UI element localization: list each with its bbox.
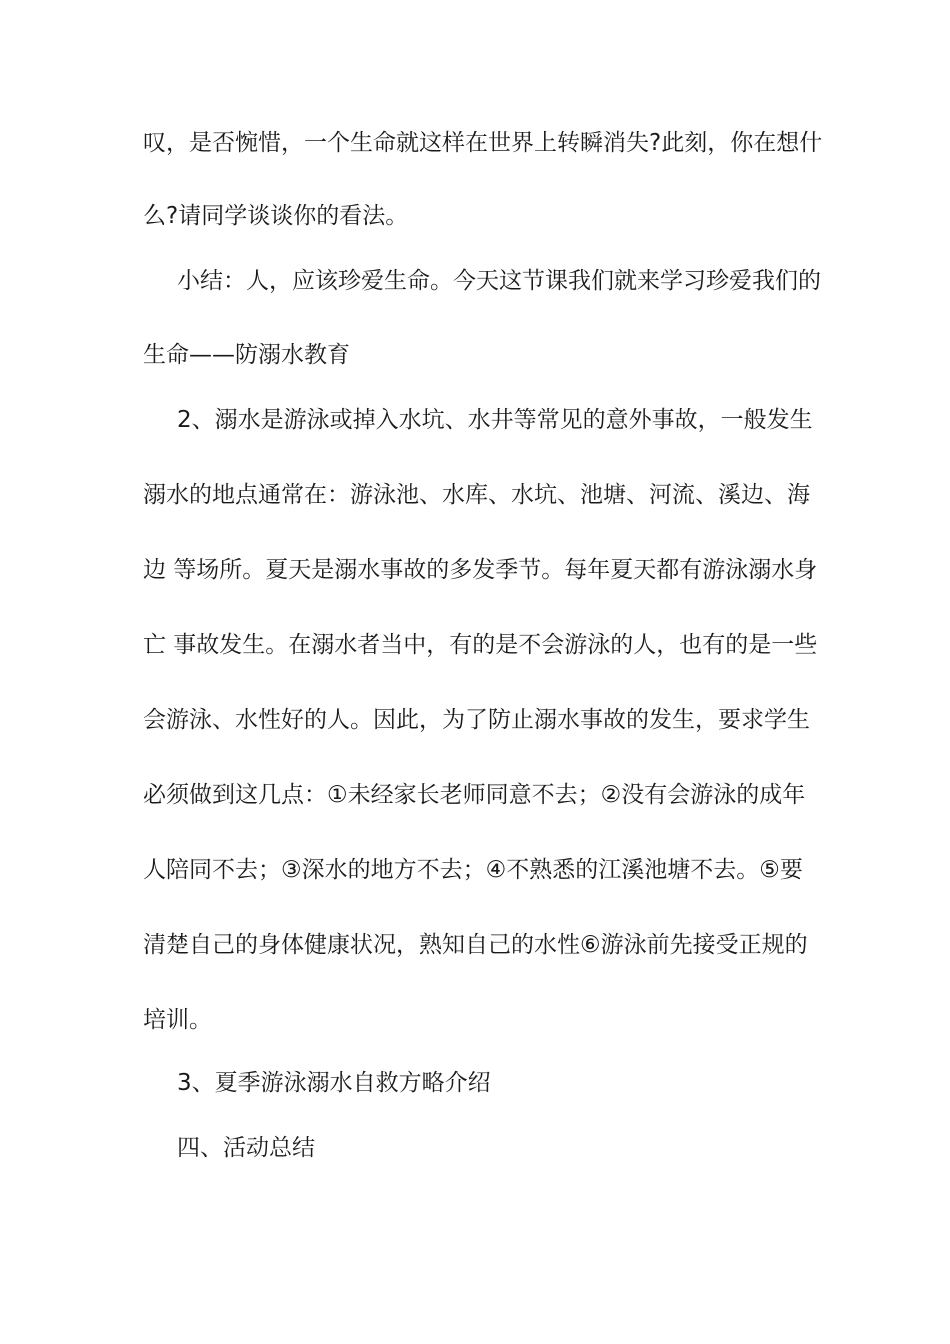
text-line: 生命——防溺水教育 [143, 342, 350, 368]
text-line: 培训。 [143, 1007, 212, 1033]
text-line: 么?请同学谈谈你的看法。 [143, 203, 409, 229]
paragraph-summary-start: 小结：人，应该珍爱生命。今天这节课我们就来学习珍爱我们的 [177, 268, 821, 294]
heading-section-4: 四、活动总结 [177, 1135, 315, 1161]
text-line: 边 等场所。夏天是溺水事故的多发季节。每年夏天都有游泳溺水身 [143, 557, 818, 583]
text-line: 溺水的地点通常在：游泳池、水库、水坑、池塘、河流、溪边、海 [143, 482, 810, 508]
text-line: 亡 事故发生。在溺水者当中，有的是不会游泳的人，也有的是一些 [143, 632, 818, 658]
text-line: 人陪同不去；③深水的地方不去；④不熟悉的江溪池塘不去。⑤要 [143, 857, 803, 883]
text-line: 叹，是否惋惜，一个生命就这样在世界上转瞬消失?此刻，你在想什 [143, 130, 823, 156]
heading-section-3: 3、夏季游泳溺水自救方略介绍 [177, 1070, 491, 1096]
text-line: 会游泳、水性好的人。因此，为了防止溺水事故的发生，要求学生 [143, 707, 810, 733]
text-line: 清楚自己的身体健康状况，熟知自己的水性⑥游泳前先接受正规的 [143, 932, 808, 958]
paragraph-section-2-start: 2、溺水是游泳或掉入水坑、水井等常见的意外事故，一般发生 [177, 407, 813, 433]
text-line: 必须做到这几点：①未经家长老师同意不去；②没有会游泳的成年 [143, 782, 806, 808]
